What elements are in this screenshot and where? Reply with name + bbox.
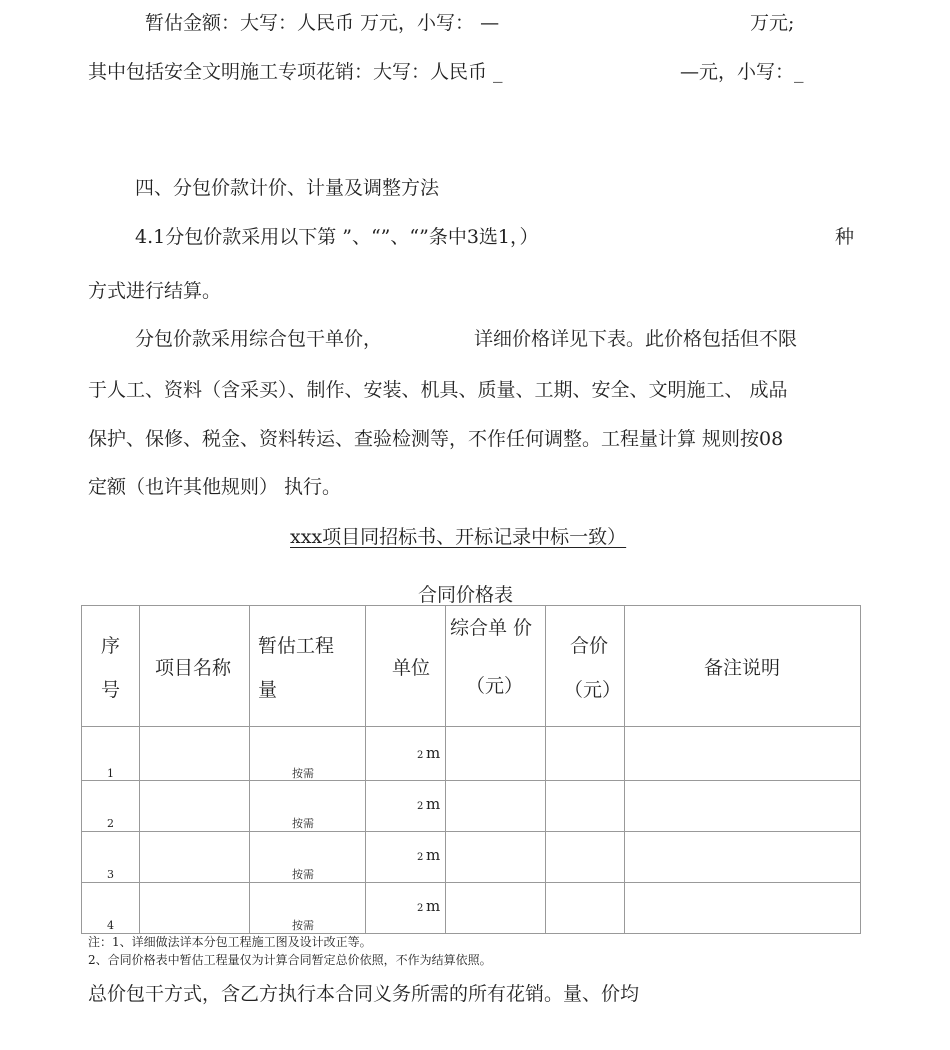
row-unit-price [446,781,546,832]
header-name: 项目名称 [140,606,250,727]
table-row [82,727,861,781]
row-seq: 2 [82,781,140,832]
row-unit-price [446,727,546,781]
row-qty: 按需 [250,832,366,883]
row-seq: 4 [82,883,140,934]
row-remark [625,727,861,781]
row-qty: 按需 [250,883,366,934]
row-unit-price [446,883,546,934]
row-unit: 2 m [366,727,446,781]
note-2: 2、合同价格表中暂估工程量仅为计算合同暂定总价依照，不作为结算依照。 [88,953,492,967]
table-row [82,781,861,832]
row-remark [625,781,861,832]
clause-4-1-suffix: 种 [835,226,855,248]
row-total [546,883,625,934]
header-qty: 暂估工程 量 [250,606,366,727]
row-seq: 3 [82,832,140,883]
section-title: 四、分包价款计价、计量及调整方法 [135,177,440,199]
final-line: 总价包干方式，含乙方执行本合同义务所需的所有花销。量、价均 [88,983,640,1005]
project-line: xxx项目同招标书、开标记录中标一致） [290,526,627,548]
row-unit: 2 m [366,883,446,934]
header-unit: 单位 [366,606,446,727]
row-name [140,832,250,883]
row-unit: 2 m [366,781,446,832]
header-unit-price: 综合单 价 （元） [446,606,546,727]
lump-sum-text: 分包价款采用综合包干单价， [135,328,383,350]
lump-sum-cont: 详细价格详见下表。此价格包括但不限 [474,328,798,350]
table-title: 合同价格表 [418,584,514,606]
row-total [546,727,625,781]
estimate-amount-suffix: 万元; [750,12,795,34]
lump-sum-line-3: 保护、保修、税金、资料转运、查验检测等，不作任何调整。工程量计算 规则按08 [88,428,784,450]
clause-4-1-continuation: 方式进行结算。 [88,280,222,302]
safety-fee-suffix: —元，小写：_ [680,61,804,83]
row-remark [625,832,861,883]
row-total [546,781,625,832]
lump-sum-line-2: 于人工、资料（含采买）、制作、安装、机具、质量、工期、安全、文明施工、 成品 [88,379,788,401]
row-seq: 1 [82,727,140,781]
table-header-row [82,606,861,727]
header-seq: 序 号 [82,606,140,727]
row-name [140,883,250,934]
row-name [140,727,250,781]
row-qty: 按需 [250,727,366,781]
row-unit: 2 m [366,832,446,883]
row-total [546,832,625,883]
lump-sum-line-4: 定额（也许其他规则） 执行。 [88,476,342,498]
row-qty: 按需 [250,781,366,832]
header-total: 合价 （元） [546,606,625,727]
table-row [82,883,861,934]
header-remark: 备注说明 [625,606,861,727]
row-unit-price [446,832,546,883]
contract-price-table [81,605,861,934]
safety-fee-label: 其中包括安全文明施工专项花销：大写：人民币 _ [88,61,503,83]
estimate-amount-label: 暂估金额：大写：人民币 万元，小写： — [145,12,500,34]
row-name [140,781,250,832]
table-row [82,832,861,883]
row-remark [625,883,861,934]
clause-4-1-text: 4.1分包价款采用以下第 ”、“”、“”条中3选1，） [135,226,539,248]
note-1: 注：1、详细做法详本分包工程施工图及设计改正等。 [88,935,372,949]
